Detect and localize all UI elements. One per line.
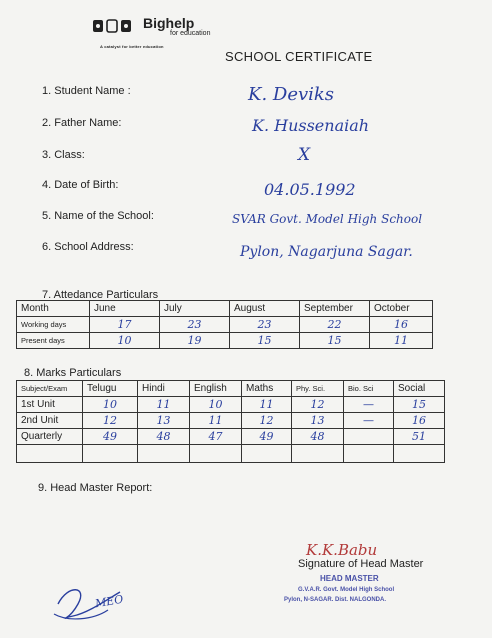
table-cell: 11 <box>138 397 190 413</box>
school-address-label: 6. School Address: <box>42 241 134 253</box>
marks-header-cell: Telugu <box>83 381 138 397</box>
table-cell: 10 <box>83 397 138 413</box>
table-cell: 22 <box>300 317 370 333</box>
headmaster-signature: K.K.Babu <box>306 541 378 559</box>
table-cell: — <box>344 413 394 429</box>
table-cell: 11 <box>370 333 433 349</box>
marks-header-cell: Hindi <box>138 381 190 397</box>
attendance-header-cell: June <box>90 301 160 317</box>
table-cell: — <box>344 397 394 413</box>
dob-label: 4. Date of Birth: <box>42 179 119 191</box>
school-address-value: Pylon, Nagarjuna Sagar. <box>240 244 413 260</box>
row-label: Working days <box>17 317 90 333</box>
table-cell <box>83 445 138 463</box>
attendance-header-cell: October <box>370 301 433 317</box>
stamp-line: G.V.A.R. Govt. Model High School <box>298 587 395 593</box>
table-cell: 49 <box>242 429 292 445</box>
table-cell: 19 <box>160 333 230 349</box>
class-value: X <box>298 145 311 165</box>
table-cell: 13 <box>138 413 190 429</box>
table-cell <box>292 445 344 463</box>
table-cell: 48 <box>138 429 190 445</box>
marks-header-cell: Phy. Sci. <box>292 381 344 397</box>
row-label <box>17 445 83 463</box>
student-name-value: K. Deviks <box>248 84 335 105</box>
attendance-header-cell: Month <box>17 301 90 317</box>
table-row <box>17 445 445 463</box>
table-cell <box>242 445 292 463</box>
table-row <box>17 429 445 445</box>
table-cell: 16 <box>394 413 445 429</box>
attendance-header-cell: July <box>160 301 230 317</box>
table-cell: 10 <box>90 333 160 349</box>
table-cell: 11 <box>242 397 292 413</box>
stamp-line: Pylon, N-SAGAR. Dist. NALGONDA. <box>284 597 387 603</box>
meo-label: MEO <box>94 592 125 611</box>
attendance-heading: 7. Attedance Particulars <box>42 289 159 301</box>
school-name-value: SVAR Govt. Model High School <box>232 212 423 226</box>
attendance-header-row <box>17 301 433 317</box>
row-label: Present days <box>17 333 90 349</box>
table-cell: 17 <box>90 317 160 333</box>
marks-header-cell: Subject/Exam <box>17 381 83 397</box>
table-row <box>17 317 433 333</box>
marks-header-cell: English <box>190 381 242 397</box>
attendance-header-cell: August <box>230 301 300 317</box>
report-label: 9. Head Master Report: <box>38 482 153 494</box>
row-label: 1st Unit <box>17 397 83 413</box>
table-row <box>17 397 445 413</box>
table-cell <box>344 429 394 445</box>
table-cell: 15 <box>230 333 300 349</box>
table-cell <box>190 445 242 463</box>
dob-value: 04.05.1992 <box>264 180 356 199</box>
father-name-value: K. Hussenaiah <box>252 116 370 135</box>
table-cell: 47 <box>190 429 242 445</box>
signature-label: Signature of Head Master <box>298 558 424 570</box>
table-cell: 15 <box>394 397 445 413</box>
marks-table <box>16 380 445 463</box>
student-name-label: 1. Student Name : <box>42 85 131 97</box>
table-cell: 15 <box>300 333 370 349</box>
row-label: Quarterly <box>17 429 83 445</box>
row-label: 2nd Unit <box>17 413 83 429</box>
table-cell: 12 <box>242 413 292 429</box>
class-label: 3. Class: <box>42 149 85 161</box>
table-row <box>17 413 445 429</box>
brand-tagline: A catalyst for better education <box>100 44 164 49</box>
marks-header-row <box>17 381 445 397</box>
table-cell: 49 <box>83 429 138 445</box>
page-title: SCHOOL CERTIFICATE <box>225 49 373 64</box>
table-cell: 16 <box>370 317 433 333</box>
marks-header-cell: Social <box>394 381 445 397</box>
marks-header-cell: Maths <box>242 381 292 397</box>
table-cell <box>344 445 394 463</box>
table-cell: 23 <box>230 317 300 333</box>
father-name-label: 2. Father Name: <box>42 117 122 129</box>
attendance-header-cell: September <box>300 301 370 317</box>
table-cell <box>138 445 190 463</box>
brand-name: Bighelp <box>143 15 195 31</box>
table-cell: 12 <box>83 413 138 429</box>
school-name-label: 5. Name of the School: <box>42 210 154 222</box>
table-cell: 10 <box>190 397 242 413</box>
table-cell: 23 <box>160 317 230 333</box>
table-cell: 51 <box>394 429 445 445</box>
table-cell: 48 <box>292 429 344 445</box>
table-row <box>17 333 433 349</box>
attendance-table <box>16 300 433 349</box>
table-cell: 13 <box>292 413 344 429</box>
table-cell <box>394 445 445 463</box>
table-cell: 12 <box>292 397 344 413</box>
stamp-title: HEAD MASTER <box>320 574 379 583</box>
table-cell: 11 <box>190 413 242 429</box>
marks-heading: 8. Marks Particulars <box>24 367 122 379</box>
marks-header-cell: Bio. Sci <box>344 381 394 397</box>
logo-icon <box>92 18 134 34</box>
brand-subtitle: for education <box>170 30 211 37</box>
